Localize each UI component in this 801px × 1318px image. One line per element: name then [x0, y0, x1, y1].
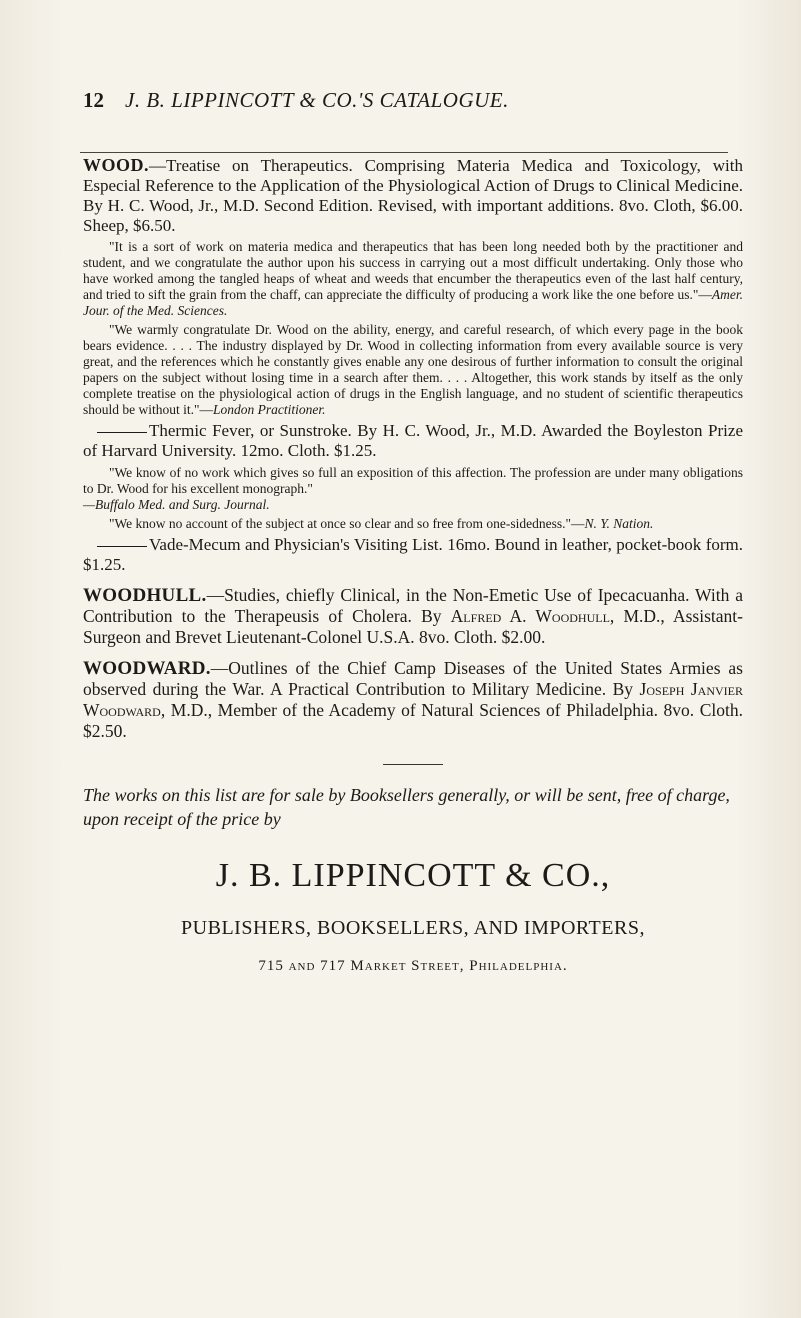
entry-woodward: [83, 658, 743, 742]
sale-note: The works on this list are for sale by Booksellers generally, or will be sent, free of charge, upon receipt of the price by: [83, 785, 730, 829]
page-header: [83, 88, 743, 114]
entry-thermic-fever: [83, 421, 743, 461]
quote-source: Amer. Jour. of the Med. Sciences.: [83, 287, 743, 318]
quote-source: —Buffalo Med. and Surg. Journal.: [83, 497, 270, 512]
review-quote: [83, 239, 743, 319]
publisher-name: J. B. LIPPINCOTT & CO.,: [215, 857, 611, 894]
entry-text: Vade-Mecum and Physician's Visiting List. 16mo. Bound in leather, pocket-book form. $1.25.: [83, 535, 743, 574]
entry-head: WOOD.: [83, 155, 150, 175]
entry-text: Thermic Fever, or Sunstroke. By H. C. Wood, Jr., M.D. Awarded the Boyleston Prize of Harvard University. 12mo. Cloth. $1.25.: [83, 421, 743, 460]
ditto-dash: [97, 546, 147, 547]
review-quote: [83, 465, 743, 513]
ditto-dash: [97, 432, 147, 433]
catalogue-content: [83, 155, 743, 975]
review-quote: [83, 322, 743, 418]
entry-text: —Studies, chiefly Clinical, in the Non-Emetic Use of Ipecacuanha. With a Contribution to the Therapeusis of Cholera. By: [83, 585, 743, 626]
quote-text: "We know no account of the subject at once so clear and so free from one-sidedness."—: [109, 516, 585, 531]
publisher-trade: PUBLISHERS, BOOKSELLERS, AND IMPORTERS,: [181, 917, 645, 939]
quote-text: "It is a sort of work on materia medica and therapeutics that has been long needed both by the practitioner and student, and we congratulate the author upon his success in carrying out a most difficult undertaking. Only those who have worked among the tangled heaps of wheat and weeds that encumber the therapeutics even of the last half century, and tried to sift the grain from the chaff, can appreciate the difficulty of producing a work like the one before us."—: [83, 239, 743, 302]
entry-author: Joseph Janvier Woodward: [83, 679, 743, 720]
entry-text: , M.D., Member of the Academy of Natural Sciences of Philadelphia. 8vo. Cloth. $2.50.: [83, 700, 743, 741]
entry-head: WOODWARD.: [83, 658, 211, 679]
entry-head: WOODHULL.: [83, 585, 207, 606]
page-number: 12: [83, 88, 104, 112]
entry-wood-treatise: [83, 155, 743, 236]
running-head: J. B. LIPPINCOTT & CO.'S CATALOGUE.: [125, 88, 509, 112]
review-quote: [83, 516, 743, 532]
entry-text: —Outlines of the Chief Camp Diseases of the United States Armies as observed during the War. A Practical Contribution to Military Medicine. By: [83, 658, 743, 699]
entry-text: —Treatise on Therapeutics. Comprising Materia Medica and Toxicology, with Especial Reference to the Application of the Physiological Action of Drugs to Clinical Medicine. By H. C. Wood, Jr., M.D. Second Edition. Revised, with important additions. 8vo. Cloth, $6.00. Sheep, $6.50.: [83, 156, 743, 235]
section-divider: [383, 764, 443, 765]
quote-source: N. Y. Nation.: [584, 516, 654, 531]
quote-text: "We warmly congratulate Dr. Wood on the ability, energy, and careful research, of which every page in the book bears evidence. . . . The industry displayed by Dr. Wood in collecting information from every available source is very great, and the references which he constantly gives enable any one desirous of further information to consult the original papers on the subject without losing time in a search after them. . . . Altogether, this work stands by itself as the only complete treatise on the physiological action of drugs in the English language, and no student of scientific therapeutics should be without it."—: [83, 322, 743, 417]
header-rule: [80, 152, 728, 153]
entry-author: Alfred A. Woodhull: [450, 606, 610, 626]
quote-text: "We know of no work which gives so full an exposition of this affection. The profession are under many obligations to Dr. Wood for his excellent monograph.": [83, 465, 743, 496]
entry-woodhull: [83, 585, 743, 648]
publisher-address: 715 and 717 Market Street, Philadelphia.: [258, 958, 568, 974]
quote-source: London Practitioner.: [213, 402, 326, 417]
entry-vade-mecum: [83, 535, 743, 575]
entry-text: , M.D., Assistant-Surgeon and Brevet Lieutenant-Colonel U.S.A. 8vo. Cloth. $2.00.: [83, 606, 743, 647]
